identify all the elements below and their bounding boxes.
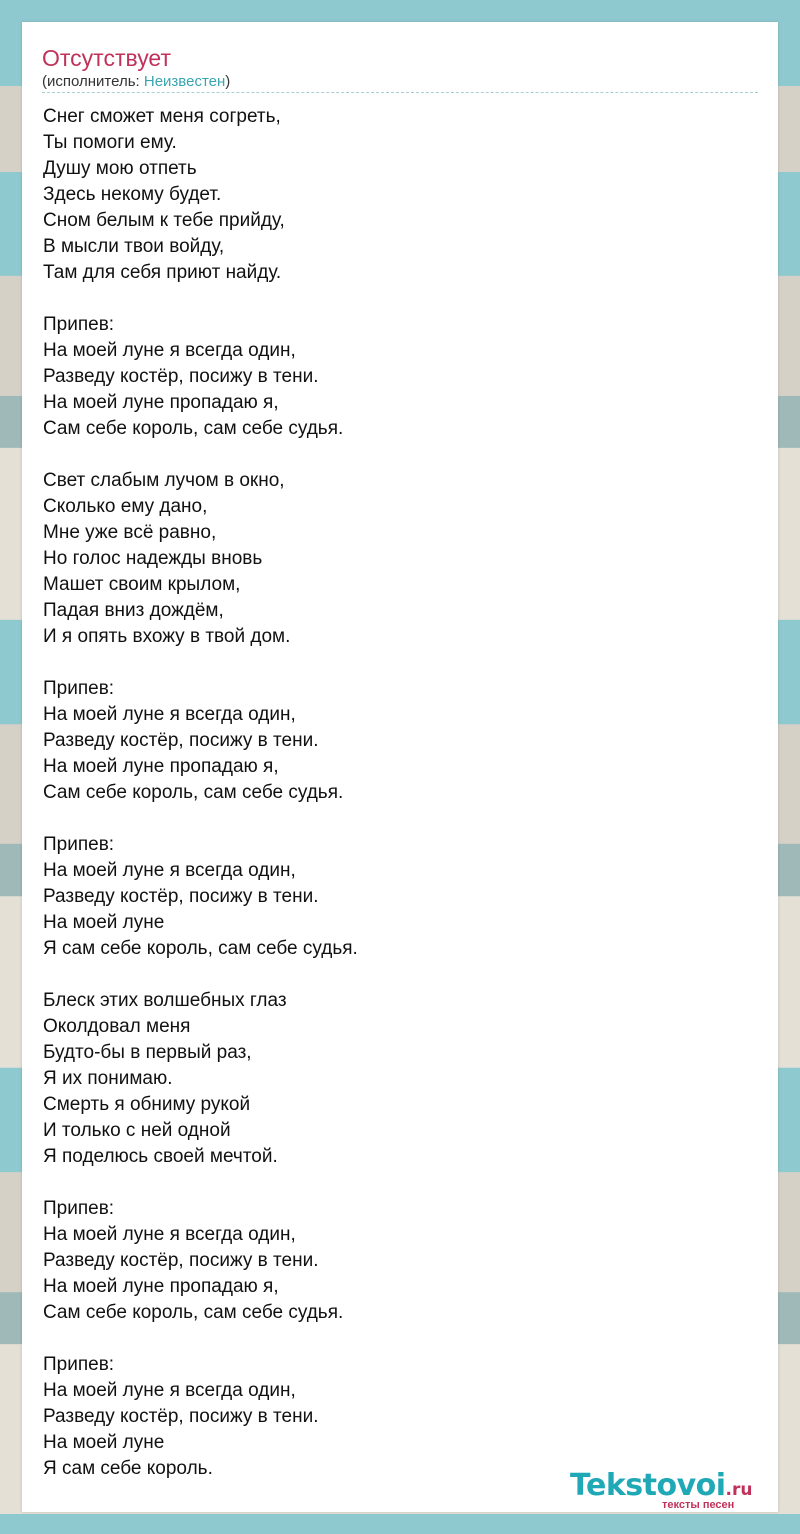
lyrics-line: Припев: [43, 314, 115, 335]
artist-prefix: (исполнитель: [42, 73, 144, 90]
lyrics-line: Здесь некому будет. [43, 184, 222, 205]
lyrics-line: Ты помоги ему. [43, 132, 177, 153]
lyrics-stanza [43, 468, 743, 650]
lyrics-line: И только с ней одной [43, 1120, 231, 1141]
lyrics-line: Разведу костёр, посижу в тени. [43, 366, 319, 387]
lyrics-line: Но голос надежды вновь [43, 548, 263, 569]
lyrics-line: На моей луне я всегда один, [43, 1380, 296, 1401]
background-stripe [0, 1514, 800, 1534]
lyrics-line: Я сам себе король, сам себе судья. [43, 938, 358, 959]
lyrics-line: Разведу костёр, посижу в тени. [43, 1250, 319, 1271]
lyrics-line: Свет слабым лучом в окно, [43, 470, 285, 491]
lyrics-line: Душу мою отпеть [43, 158, 197, 179]
title-divider [42, 92, 758, 93]
artist-link[interactable]: Неизвестен [143, 73, 226, 90]
lyrics-line: Припев: [43, 678, 115, 699]
lyrics-line: Разведу костёр, посижу в тени. [43, 886, 319, 907]
lyrics-line: На моей луне я всегда один, [43, 860, 296, 881]
lyrics-line: Там для себя приют найду. [43, 262, 282, 283]
artist-suffix: ) [225, 73, 231, 90]
logo-tagline: тексты песен [662, 1499, 735, 1511]
lyrics-line: Падая вниз дождём, [43, 600, 224, 621]
lyrics-line: Я сам себе король. [43, 1458, 213, 1479]
lyrics-line: На моей луне [43, 1432, 165, 1453]
site-logo[interactable] [570, 1468, 780, 1512]
lyrics-line: Сном белым к тебе прийду, [43, 210, 285, 231]
lyrics-line: Смерть я обниму рукой [43, 1094, 251, 1115]
lyrics-line: На моей луне я всегда один, [43, 704, 296, 725]
lyrics-line: Блеск этих волшебных глаз [43, 990, 287, 1011]
lyrics-card [22, 22, 778, 1512]
lyrics-stanza [43, 1352, 743, 1482]
lyrics-text [43, 104, 743, 1508]
lyrics-line: Сам себе король, сам себе судья. [43, 782, 344, 803]
lyrics-line: На моей луне пропадаю я, [43, 756, 279, 777]
lyrics-line: Разведу костёр, посижу в тени. [43, 1406, 319, 1427]
lyrics-stanza [43, 1196, 743, 1326]
lyrics-line: Машет своим крылом, [43, 574, 241, 595]
logo-tld: .ru [725, 1480, 753, 1500]
artist-line [42, 73, 230, 91]
lyrics-line: Сам себе король, сам себе судья. [43, 1302, 344, 1323]
lyrics-line: Я поделюсь своей мечтой. [43, 1146, 278, 1167]
lyrics-stanza [43, 104, 743, 286]
lyrics-line: Сколько ему дано, [43, 496, 208, 517]
lyrics-stanza [43, 988, 743, 1170]
lyrics-stanza [43, 832, 743, 962]
lyrics-stanza [43, 312, 743, 442]
lyrics-line: На моей луне я всегда один, [43, 340, 296, 361]
lyrics-line: На моей луне пропадаю я, [43, 392, 279, 413]
lyrics-line: Разведу костёр, посижу в тени. [43, 730, 319, 751]
lyrics-stanza [43, 676, 743, 806]
lyrics-line: На моей луне я всегда один, [43, 1224, 296, 1245]
lyrics-line: Околдовал меня [43, 1016, 191, 1037]
lyrics-line: Припев: [43, 834, 115, 855]
lyrics-line: На моей луне пропадаю я, [43, 1276, 279, 1297]
logo-main-text: Tekstovoi [570, 1468, 726, 1503]
lyrics-line: Я их понимаю. [43, 1068, 173, 1089]
lyrics-line: Припев: [43, 1198, 115, 1219]
lyrics-line: Припев: [43, 1354, 115, 1375]
lyrics-line: Сам себе король, сам себе судья. [43, 418, 344, 439]
lyrics-line: Снег сможет меня согреть, [43, 106, 281, 127]
song-title: Отсутствует [42, 45, 171, 71]
lyrics-line: И я опять вхожу в твой дом. [43, 626, 291, 647]
lyrics-line: Будто-бы в первый раз, [43, 1042, 252, 1063]
lyrics-line: На моей луне [43, 912, 165, 933]
lyrics-line: В мысли твои войду, [43, 236, 225, 257]
lyrics-line: Мне уже всё равно, [43, 522, 217, 543]
